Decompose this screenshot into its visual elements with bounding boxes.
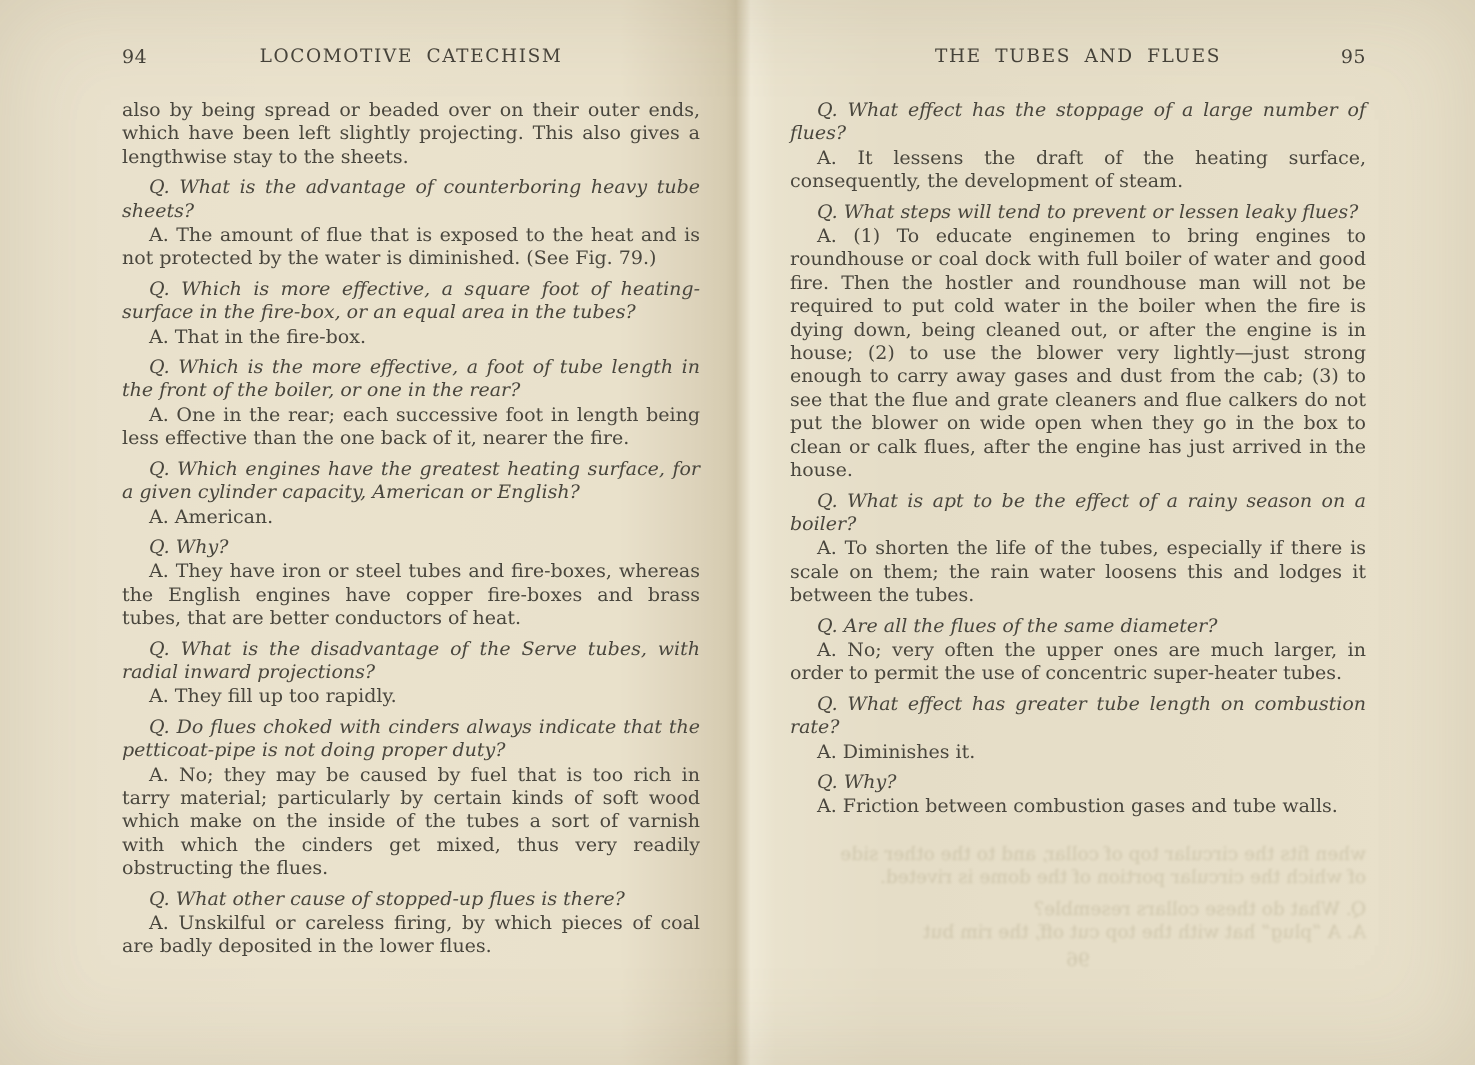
paragraph: A. No; very often the upper ones are much larger, in order to permit the use of concentric super-heater tubes. bbox=[790, 638, 1366, 685]
paragraph: A. To shorten the life of the tubes, especially if there is scale on them; the rain water loosens this and lodges it between the tubes. bbox=[790, 537, 1366, 607]
bleedthrough-line: Q. What do these collars resemble? bbox=[1034, 899, 1366, 920]
paragraph: Q. What is the disadvantage of the Serve tubes, with radial inward projections? bbox=[122, 637, 700, 683]
running-title: THE TUBES AND FLUES bbox=[935, 46, 1221, 67]
bleedthrough-text bbox=[790, 843, 1366, 972]
paragraph: A. They fill up too rapidly. bbox=[149, 685, 397, 708]
paragraph: A. They have iron or steel tubes and fire-boxes, whereas the English engines have copper fire-boxes and brass tubes, that are better conductors of heat. bbox=[122, 560, 700, 630]
paragraph: Q. Which is more effective, a square foot of heating-surface in the fire-box, or an equal area in the tubes? bbox=[122, 277, 700, 324]
bleedthrough-line: A. A “plug” hat with the top cut off, the rim but bbox=[923, 922, 1366, 943]
bleedthrough-line: 96 bbox=[1066, 950, 1090, 971]
paragraph: also by being spread or beaded over on their outer ends, which have been left slightly projecting. This also gives a lengthwise stay to the sheets. bbox=[122, 99, 700, 168]
page-number: 94 bbox=[122, 46, 148, 68]
page-number: 95 bbox=[1340, 46, 1366, 68]
page-header bbox=[790, 46, 1366, 70]
right-page bbox=[790, 46, 1366, 971]
paragraph: Q. Do flues choked with cinders always indicate that the petticoat-pipe is not doing proper duty? bbox=[122, 715, 700, 762]
paragraph: A. That in the fire-box. bbox=[149, 325, 366, 348]
page-header bbox=[122, 46, 700, 70]
paragraph: A. No; they may be caused by fuel that is too rich in tarry material; particularly by certain kinds of soft wood which make on the inside of the tubes a sort of varnish with which the cinders get mixed, thus very readily obstructing the flues. bbox=[122, 763, 700, 880]
paragraph: A. (1) To educate enginemen to bring engines to roundhouse or coal dock with full boiler of water and good fire. Then the hostler and roundhouse man will not be required to put cold water in the boiler when the fire is dying down, being cleaned out, or after the engine is in house; (2) to use the blower very lightly—just strong enough to carry away gases and dust from the cab; (3) to see that the flue and grate cleaners and flue calkers do not put the blower on wide open when they go in the box to clean or calk flues, after the engine has just arrived in the house. bbox=[790, 225, 1366, 482]
paragraph: Q. Which engines have the greatest heating surface, for a given cylinder capacity, American or English? bbox=[122, 457, 700, 504]
paragraph: Q. What is apt to be the effect of a rainy season on a boiler? bbox=[790, 489, 1366, 535]
paragraph: Q. Which is the more effective, a foot of tube length in the front of the boiler, or one in the rear? bbox=[122, 356, 700, 402]
bleedthrough-line: of which the circular portion of the dome is riveted. bbox=[880, 867, 1366, 888]
paragraph: Q. What effect has greater tube length on combustion rate? bbox=[790, 692, 1366, 739]
paragraph: Q. What other cause of stopped-up flues is there? bbox=[149, 887, 625, 910]
paragraph: Q. Why? bbox=[817, 770, 897, 793]
page-body bbox=[122, 99, 700, 959]
paragraph: A. Diminishes it. bbox=[817, 740, 976, 763]
paragraph: Q. Are all the flues of the same diameter? bbox=[817, 614, 1218, 637]
left-page bbox=[122, 46, 700, 959]
paragraph: A. Unskilful or careless firing, by which pieces of coal are badly deposited in the lower flues. bbox=[122, 912, 700, 958]
running-title: LOCOMOTIVE CATECHISM bbox=[259, 46, 563, 67]
paragraph: A. One in the rear; each successive foot in length being less effective than the one back of it, nearer the fire. bbox=[122, 403, 700, 450]
paragraph: A. Friction between combustion gases and tube walls. bbox=[817, 795, 1338, 818]
paragraph: A. It lessens the draft of the heating surface, consequently, the development of steam. bbox=[790, 146, 1366, 193]
page-body bbox=[790, 99, 1366, 819]
paragraph: A. The amount of flue that is exposed to the heat and is not protected by the water is diminished. (See Fig. 79.) bbox=[122, 224, 700, 270]
paragraph: Q. What steps will tend to prevent or lessen leaky flues? bbox=[817, 200, 1359, 223]
paragraph: Q. What is the advantage of counterboring heavy tube sheets? bbox=[122, 176, 700, 222]
paragraph: Q. What effect has the stoppage of a large number of flues? bbox=[790, 99, 1366, 145]
bleedthrough-line: when fits the circular top of collar, and to the other side bbox=[840, 844, 1366, 865]
paragraph: A. American. bbox=[149, 505, 274, 528]
paragraph: Q. Why? bbox=[149, 535, 229, 558]
